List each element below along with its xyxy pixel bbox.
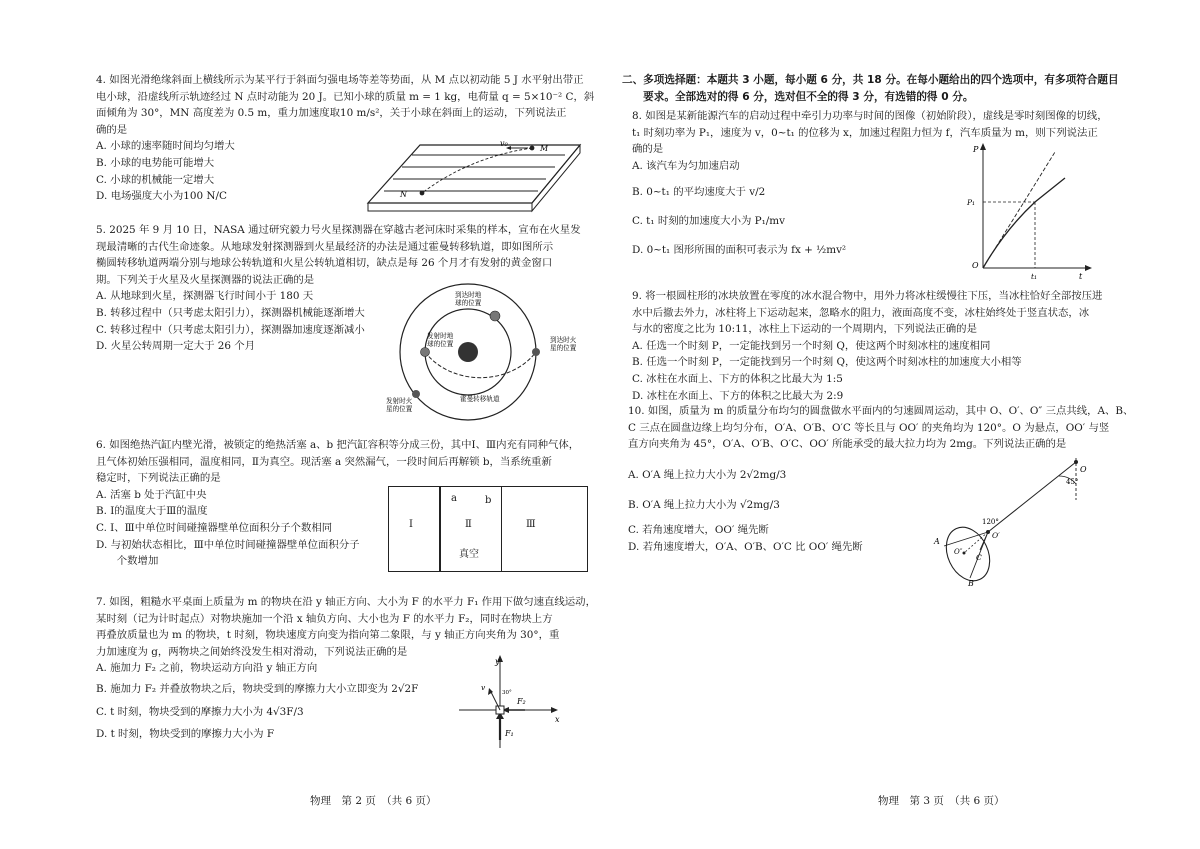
q5-label-launch-mars: 发射时火 bbox=[386, 397, 413, 405]
q6-stem-line: 稳定时，下列说法正确的是 bbox=[96, 472, 221, 485]
q5-stem-line: 5. 2025 年 9 月 10 日，NASA 通过研究毅力号火星探测器在穿越古老河床时采集的样本，宣布在火星发 bbox=[96, 224, 581, 236]
q8-stem-line: t₁ 时刻功率为 P₁，速度为 v，0~t₁ 的位移为 x，加速过程阻力恒为 f，汽车质量为 m，则下列说法正 bbox=[632, 126, 1098, 139]
q10-label-o-double-prime: O″ bbox=[954, 548, 963, 556]
q6-label-ii: Ⅱ bbox=[465, 519, 472, 530]
q4-option-b: B. 小球的电势能可能增大 bbox=[96, 156, 215, 169]
q9-option-b: B. 任选一个时刻 P，一定能找到另一个时刻 Q，使这两个时刻冰柱的加速度大小相等 bbox=[632, 356, 1022, 369]
q4-option-d: D. 电场强度大小为100 N/C bbox=[96, 190, 227, 203]
q6-stem-line: 且气体初始压强相同，温度相同，Ⅱ为真空。现活塞 a 突然漏气，一段时间后再解锁 b，当系统重新 bbox=[96, 455, 552, 468]
q6-label-b: b bbox=[485, 495, 492, 506]
q10-label-angle-45: 45° bbox=[1066, 478, 1079, 486]
q10-stem-line: C 三点在圆盘边缘上均匀分布，O′A、O′B、O′C 等长且与 OO′ 的夹角均为 120°。O 为悬点，OO′ 与竖 bbox=[628, 421, 1110, 434]
section-header-line: 要求。全部选对的得 6 分，选对但不全的得 3 分，有选错的得 0 分。 bbox=[622, 91, 974, 103]
q10-label-o: O bbox=[1080, 465, 1087, 474]
q4-stem-line: 4. 如图光滑绝缘斜面上横线所示为某平行于斜面匀强电场等差等势面，从 M 点以初动能 5 J 水平射出带正 bbox=[96, 74, 584, 86]
q8-label-origin: O bbox=[972, 261, 979, 270]
q6-option-d: D. 与初始状态相比，Ⅲ中单位时间碰撞器壁单位面积分子 bbox=[96, 538, 360, 551]
q9-stem-line: 与水的密度之比为 10:11，冰柱上下运动的一个周期内，下列说法正确的是 bbox=[632, 323, 977, 336]
question-9 bbox=[632, 288, 1192, 404]
right-page bbox=[600, 0, 1200, 849]
q4-stem-line: 确的是 bbox=[96, 123, 128, 136]
q6-label-vacuum: 真空 bbox=[459, 549, 479, 560]
q7-label-v: v bbox=[481, 683, 486, 692]
q7-option-b: B. 施加力 F₂ 并叠放物块之后，物块受到的摩擦力大小立即变为 2√2F bbox=[96, 682, 419, 695]
q10-label-b: B bbox=[968, 579, 974, 586]
q10-stem-line: 直方向夹角为 45°，O′A、O′B、O′C、OO′ 所能承受的最大拉力均为 2mg。下列说法正确的是 bbox=[628, 438, 1067, 451]
q5-option-d: D. 火星公转周期一定大于 26 个月 bbox=[96, 340, 256, 353]
q5-option-a: A. 从地球到火星，探测器飞行时间小于 180 天 bbox=[96, 290, 314, 303]
q8-option-b: B. 0~t₁ 的平均速度大于 v/2 bbox=[632, 186, 766, 199]
q4-label-m: M bbox=[540, 144, 549, 153]
q10-option-a: A. O′A 绳上拉力大小为 2√2mg/3 bbox=[628, 468, 787, 481]
q10-label-a: A bbox=[934, 537, 940, 546]
q4-incline-figure bbox=[360, 135, 585, 213]
q5-orbit-figure bbox=[380, 282, 595, 422]
q8-label-p1: P₁ bbox=[967, 198, 976, 207]
q8-option-a: A. 该汽车为匀加速启动 bbox=[632, 159, 740, 172]
q8-label-p: P bbox=[973, 145, 979, 154]
q7-option-c: C. t 时刻，物块受到的摩擦力大小为 4√3F/3 bbox=[96, 705, 304, 718]
q10-option-b: B. O′A 绳上拉力大小为 √2mg/3 bbox=[628, 499, 780, 512]
q6-stem-line: 6. 如图绝热汽缸内壁光滑，被锁定的绝热活塞 a、b 把汽缸容积等分成三份，其中Ⅰ、Ⅲ内充有同种气体， bbox=[96, 439, 580, 451]
q9-stem-line: 水中后撤去外力，冰柱将上下运动起来，忽略水的阻力，液面高度不变，冰柱始终处于竖直状态，冰 bbox=[632, 306, 1090, 319]
q5-stem-line: 现最清晰的古代生命迹象。从地球发射探测器到火星最经济的办法是通过霍曼转移轨道，即如图所示 bbox=[96, 240, 554, 253]
q7-stem-line: 再叠放质量也为 m 的物块，t 时刻，物块速度方向变为指向第二象限，与 y 轴正方向夹角为 30°，重 bbox=[96, 629, 560, 642]
q4-stem-line: 电小球，沿虚线所示轨迹经过 N 点时动能为 20 J。已知小球的质量 m = 1 kg，电荷量 q = 5×10⁻² C，斜 bbox=[96, 90, 595, 103]
q7-stem-line: 7. 如图，粗糙水平桌面上质量为 m 的物块在沿 y 轴正方向、大小为 F 的水平力 F₁ 作用下做匀速直线运动， bbox=[96, 596, 596, 608]
q9-stem-line: 9. 将一根圆柱形的冰块放置在零度的冰水混合物中，用外力将冰柱缓慢往下压，当冰柱恰好全部按压进 bbox=[632, 290, 1103, 302]
left-page-footer: 物理 第 2 页 （共 6 页） bbox=[310, 795, 437, 807]
q6-label-a: a bbox=[451, 493, 457, 504]
q5-stem-line: 椭圆转移轨道两端分别与地球公转轨道和火星公转轨道相切，缺点是每 26 个月才有发射的黄金窗口 bbox=[96, 257, 553, 270]
q6-label-i: Ⅰ bbox=[409, 519, 413, 530]
q6-option-d-cont: 个数增加 bbox=[96, 555, 159, 568]
q10-option-d: D. 若角速度增大，O′A、O′B、O′C 比 OO′ 绳先断 bbox=[628, 540, 863, 553]
q8-label-t: t bbox=[1079, 272, 1083, 280]
q4-option-c: C. 小球的机械能一定增大 bbox=[96, 173, 215, 186]
q8-power-time-graph bbox=[955, 140, 1095, 280]
q8-label-t1: t₁ bbox=[1031, 272, 1038, 280]
q4-option-a: A. 小球的速率随时间均匀增大 bbox=[96, 140, 235, 153]
q6-chamber-2 bbox=[440, 487, 502, 571]
q5-label-arrive-earth: 到达时地 bbox=[455, 291, 482, 299]
q6-option-c: C. Ⅰ、Ⅲ中单位时间碰撞器壁单位面积分子个数相同 bbox=[96, 521, 333, 534]
q7-label-x: x bbox=[555, 715, 560, 724]
q4-label-n: N bbox=[400, 190, 407, 199]
section-header-multiple-choice bbox=[622, 72, 1192, 106]
q7-label-f2: F₂ bbox=[517, 697, 526, 706]
q7-option-d: D. t 时刻，物块受到的摩擦力大小为 F bbox=[96, 728, 275, 741]
q8-stem-line: 8. 如图是某新能源汽车的启动过程中牵引力功率与时间的图像（初始阶段），虚线是零时刻图像的切线， bbox=[632, 110, 1108, 122]
q6-label-iii: Ⅲ bbox=[526, 519, 536, 530]
q6-option-b: B. Ⅰ的温度大于Ⅲ的温度 bbox=[96, 505, 208, 518]
section-header-line: 二、多项选择题：本题共 3 小题，每小题 6 分，共 18 分。在每小题给出的四个选项中，有多项符合题目 bbox=[622, 74, 1119, 86]
q5-label-arrive-mars: 星的位置 bbox=[550, 344, 577, 352]
q4-stem-line: 面倾角为 30°，MN 高度差为 0.5 m，重力加速度取10 m/s²，关于小球在斜面上的运动，下列说法正 bbox=[96, 107, 567, 120]
q6-option-a: A. 活塞 b 处于汽缸中央 bbox=[96, 488, 207, 501]
q4-label-v0: v₀ bbox=[500, 139, 508, 148]
q5-label-orbit: 霍曼转移轨道 bbox=[460, 395, 500, 403]
q10-rotating-disc-figure bbox=[930, 454, 1090, 586]
q10-label-angle-120: 120° bbox=[982, 518, 999, 526]
q5-label-launch-mars: 星的位置 bbox=[386, 405, 413, 413]
q8-stem-line: 确的是 bbox=[632, 143, 664, 156]
q10-option-c: C. 若角速度增大，OO′ 绳先断 bbox=[628, 523, 769, 536]
q10-label-c: C bbox=[976, 553, 982, 562]
q7-label-angle: 30° bbox=[502, 690, 512, 696]
q8-option-d: D. 0~t₁ 图形所围的面积可表示为 fx + ½mv² bbox=[632, 243, 847, 256]
q5-label-launch-earth: 球的位置 bbox=[427, 340, 454, 348]
q7-force-figure bbox=[455, 652, 565, 752]
q5-label-arrive-mars: 到达时火 bbox=[550, 336, 577, 344]
question-10 bbox=[628, 403, 1193, 555]
q5-option-c: C. 转移过程中（只考虑太阳引力），探测器加速度逐渐减小 bbox=[96, 323, 365, 336]
q9-option-a: A. 任选一个时刻 P，一定能找到另一个时刻 Q，使这两个时刻冰柱的速度相同 bbox=[632, 339, 991, 352]
q8-option-c: C. t₁ 时刻的加速度大小为 P₁/mv bbox=[632, 214, 786, 227]
q7-stem-line: 力加速度为 g，两物块之间始终没发生相对滑动，下列说法正确的是 bbox=[96, 645, 408, 658]
q7-label-y: y bbox=[495, 657, 500, 666]
q9-option-d: D. 冰柱在水面上、下方的体积之比最大为 2:9 bbox=[632, 389, 844, 402]
q5-label-launch-earth: 发射时地 bbox=[427, 332, 454, 340]
q5-option-b: B. 转移过程中（只考虑太阳引力），探测器机械能逐渐增大 bbox=[96, 306, 365, 319]
q5-label-arrive-earth: 球的位置 bbox=[455, 299, 482, 307]
q7-option-a: A. 施加力 F₂ 之前，物块运动方向沿 y 轴正方向 bbox=[96, 662, 318, 675]
q9-option-c: C. 冰柱在水面上、下方的体积之比最大为 1:5 bbox=[632, 372, 843, 385]
q6-chamber-3 bbox=[502, 487, 587, 571]
q5-stem-line: 期。下列关于火星及火星探测器的说法正确的是 bbox=[96, 273, 315, 286]
q6-cylinder-figure bbox=[388, 486, 588, 572]
q7-stem-line: 某时刻（记为计时起点）对物块施加一个沿 x 轴负方向、大小也为 F 的水平力 F₂，同时在物块上方 bbox=[96, 612, 553, 625]
right-page-footer: 物理 第 3 页 （共 6 页） bbox=[878, 795, 1005, 807]
q10-label-o-prime: O′ bbox=[992, 531, 1000, 540]
q7-label-f1: F₁ bbox=[505, 729, 514, 738]
q6-chamber-1 bbox=[389, 487, 440, 571]
q10-stem-line: 10. 如图，质量为 m 的质量分布均匀的圆盘做水平面内的匀速圆周运动，其中 O、O′、O″ 三点共线，A、B、 bbox=[628, 405, 1134, 417]
